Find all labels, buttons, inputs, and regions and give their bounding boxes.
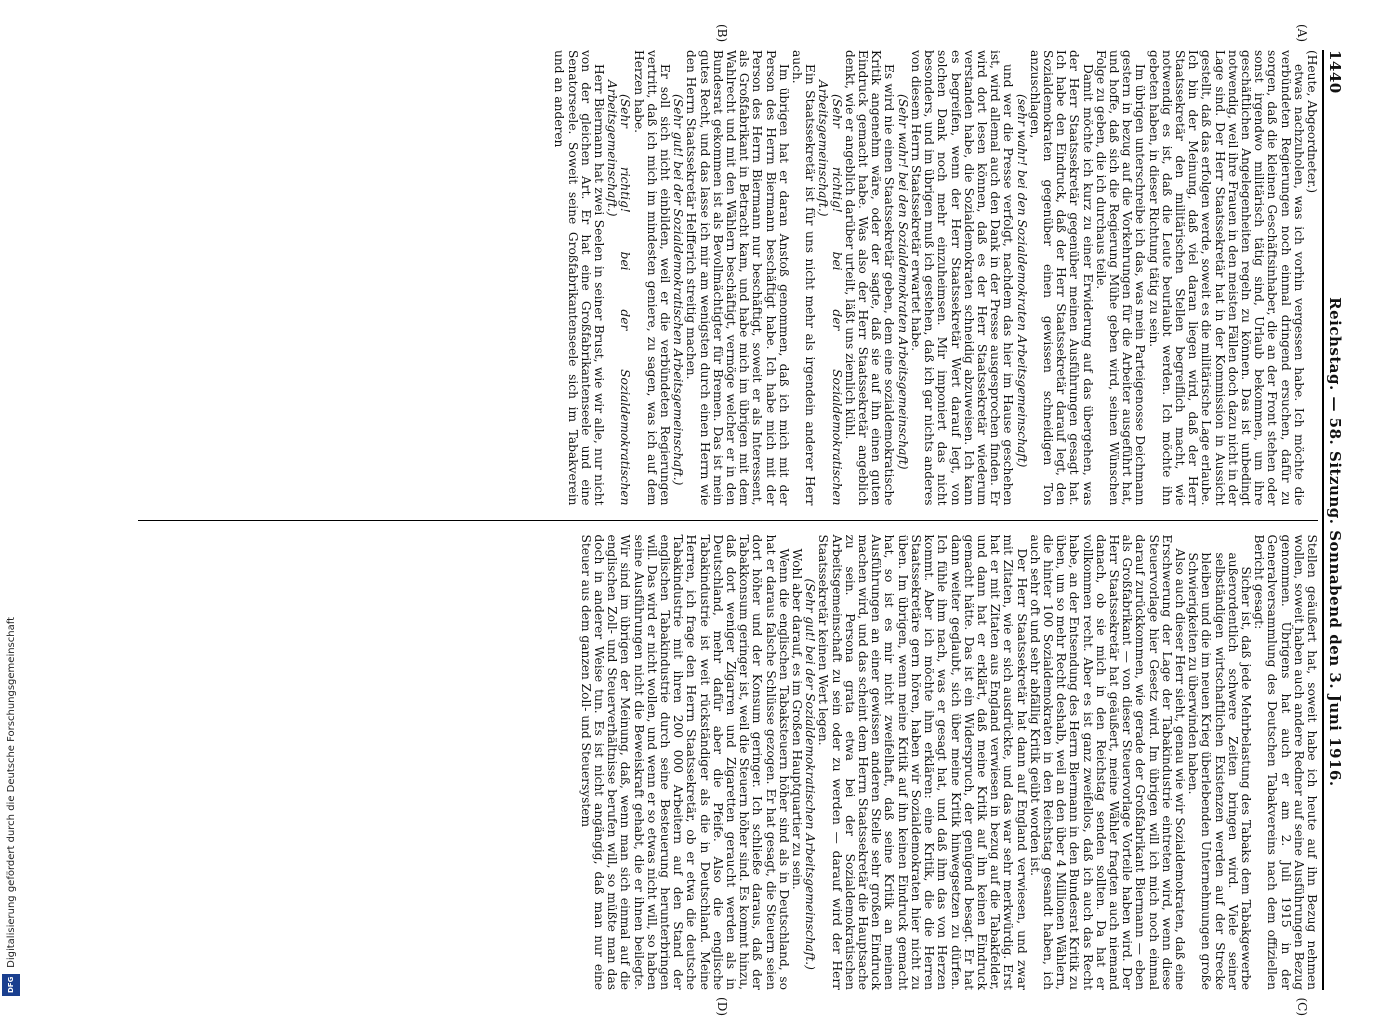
digitization-credit xyxy=(0,0,22,1000)
paragraph: Damit möchte ich kurz zu einer Erwiderung auf das übergehen, was der Herr Staatssekretär gegenüber meinen Ausführungen gesagt hat. Ich habe den Eindruck, daß der Herr Staatssekretär darauf legt, den Sozialdemokraten gegenüber einen gewissen schneidigen Ton anzuschlagen, xyxy=(1027,50,1095,506)
dfg-logo: DFG xyxy=(2,974,20,996)
interjection: (Sehr richtig! bei der Sozialdemokratischen Arbeitsgemeinschaft.) xyxy=(816,80,844,506)
margin-mark-d: (D) xyxy=(715,997,729,1016)
interjection: (sehr wahr! bei den Sozialdemokraten Arbeitsgemeinschaft) xyxy=(1014,94,1029,468)
margin-mark-a: (A) xyxy=(1295,24,1309,43)
paragraph: Stellen geäußert hat, soweit habe ich heute auf ihn Bezug nehmen wollen, soweit haben auch andere Redner auf seine Ausführungen Bezug genommen. Übrigens hat auch er am 2. Juli 1915 in der Generalversammlung des Deutschen Tabakvereins nach dem offiziellen Bericht gesagt: xyxy=(1252,534,1319,990)
paragraph: Ein Staatssekretär ist für uns nicht mehr als irgendein anderer Herr auch. xyxy=(790,50,818,506)
paragraph: Im übrigen hat er daran Anstoß genommen, daß ich mich mit der Person des Herrn Biermann beschäftigt habe. Ich habe mich mit der Person des Herrn Biermann nur beschäftigt, soweit er als Interessent, als Großfabrikant in Betracht kam, und habe mich im übrigen mit dem Wahlrecht und mit den Wählern beschäftigt, vermöge welcher er in den Bundesrat gekommen ist als Bevollmächtigter für Bremen. Das ist mein gutes Recht, und das lasse ich mir am wenigsten durch einen Herrn wie den Herrn Staatssekretär Helfferich streitig machen. xyxy=(684,50,791,506)
paragraph: Wohl aber darauf, es im Großen Hauptquartier zu sein. xyxy=(790,548,805,890)
credit-text: Digitalisierung gefördert durch die Deutsche Forschungsgemeinschaft xyxy=(5,617,17,968)
rotated-page xyxy=(100,24,1350,1016)
paragraph: etwas nachzuholen, was ich vorhin vergessen habe. Ich möchte die verbündeten Regierungen noch einmal dringend ersuchen, dafür zu sorgen, daß die kleinen Geschäftsinhaber, die an der Front stehen oder sonst irgendwo militärisch tätig sind, Urlaub bekommen, um ihre geschäftlichen Angelegenheiten regeln zu können. Das ist unbedingt notwendig, weil ihre Frauen in den meisten Fällen doch dazu nicht in der Lage sind. Der Herr Staatssekretär hat in der Kommission in Aussicht gestellt, daß das erfolgen werde, soweit es die militärische Lage erlaube. Ich bin der Meinung, daß viel daran liegen wird, daß der Herr Staatssekretär den militärischen Stellen begreiflich macht, wie notwendig es ist, daß die Leute beurlaubt werden. Ich möchte ihn gebeten haben, in dieser Richtung tätig zu sein. xyxy=(1146,50,1306,506)
paragraph: Also auch dieser Herr sieht, genau wie wir Sozialdemokraten, daß eine Erschwerung der Lage der Tabakindustrie eintreten wird, wenn diese Steuervorlage hier Gesetz wird. Im übrigen will ich mich noch einmal darauf zurückkommen, wie gerade der Großfabrikant Biermann — eben als Großfabrikant — von dieser Steuervorlage Vorteile haben wird. Der Herr Staatssekretär hat geäußert, meine Wähler fragten auch niemand danach, ob sie mich in den Reichstag senden sollten. Da hat er vollkommen recht. Aber es ist ganz zweifellos, daß ich auch das Recht habe, an der Entsendung des Herrn Biermann in den Bundesrat Kritik zu üben, um so mehr Recht deshalb, weil an den über 4 Millionen Wählern, die hinter 100 Sozialdemokraten in den Reichstag gesandt haben, ich auch sehr oft und sehr abfällig Kritik geübt worden ist. xyxy=(1027,534,1187,990)
paragraph: Herr Biermann hat zwei Seelen in seiner Brust, wie wir alle, nur nicht von der gleichen Art. Er hat eine Großfabrikantenseele und eine Senatorseele. Soweit seine Großfabrikantenseele sich im Tabakverein und an anderen xyxy=(552,50,607,506)
quotation: Sicher ist, daß jede Mehrbelastung des Tabaks dem Tabakgewerbe außerordentlich schwere Zeiten bringen wird. Viele seiner selbständigen wirtschaftlichen Existenzen werden auf der Strecke bleiben und die im neuen Krieg überlebenden Unternehmungen große Schwierigkeiten zu überwinden haben. xyxy=(1186,552,1253,990)
interjection: (Sehr richtig! bei der Sozialdemokratischen Arbeitsgemeinschaft.) xyxy=(605,80,633,506)
interjection: (Sehr gut! bei der Sozialdemokratischen Arbeitsgemeinschaft.) xyxy=(671,94,686,486)
column-divider xyxy=(138,520,1318,521)
paragraph: (Heute, Abgeordneter.) xyxy=(1305,50,1319,194)
interjection: (Sehr gut! bei der Sozialdemokratischen Arbeitsgemeinschaft.) xyxy=(803,578,818,970)
paragraph: Der Herr Staatssekretär hat dann auf England verwiesen, und zwar mit Zitaten, wie er sich ausdrückte, und das war sehr merkwürdig. Erst hat er mit Zitaten aus England verwiesen in bezug auf die Tabakfelder, und dann hat er erklärt, daß meine Kritik auf ihn keinen Eindruck gemacht hätte. Das ist ein Widerspruch, der genügend besagt. Er hat dann weiter geglaubt, sich über meine Kritik hinwegsetzen zu dürfen. Ich fühle ihm nach, was er gesagt hat, und daß ihm das von Herzen kommt. Aber ich möchte ihm erklären: eine Kritik, die die Herren Staatssekretäre gern hören, haben wir Sozialdemokraten hier nicht zu üben. Im übrigen, wenn meine Kritik auf ihn keinen Eindruck gemacht hat, so ist es mir nicht zweifelhaft, daß seine Kritik an meinen Ausführungen an einer gewissen anderen Stelle sehr großen Eindruck machen wird, und das scheint dem Herrn Staatssekretär die Hauptsache zu sein. Persona grata etwa bei der Sozialdemokratischen Arbeitsgemeinschaft zu sein oder zu werden — darauf wird der Herr Staatssekretär keinen Wert legen. xyxy=(816,534,1029,990)
left-column xyxy=(138,24,1319,506)
paragraph: Wenn die englischen Tabaksteuern höher sind als in Deutschland, so hat er daraus falsche Schlüsse gezogen. Er hat gesagt, die Steuern seien dort höher und der Konsum geringer. Ich schließe daraus, daß der Tabakkonsum geringer ist, weil die Steuern höher sind. Es kommt hinzu, daß dort weniger Zigarren und Zigaretten geraucht werden als in Deutschland, mehr dafür aber die Pfeife. Also die englische Tabakindustrie ist weit rückständiger als die in Deutschland. Meine Herren, ich frage den Herrn Staatssekretär, ob er etwa die deutsche Tabakindustrie mit ihren 200 000 Arbeitern auf den Stand der englischen Tabakindustrie durch seine Besteuerung herunterbringen will. Das wird er nicht wollen, und wenn er so etwas nicht will, so haben seine Ausführungen nicht die Beweiskraft gehabt, die er ihnen beilegte. Wir sind im übrigen der Meinung, daß, wenn man sich einmal auf die englischen Zoll- und Steuerverhältnisse berufen will, so müßte man das doch in anderer Weise tun. Es ist nicht angängig, daß man nur eine Steuer aus dem ganzen Zoll- und Steuersystem xyxy=(578,534,791,990)
paragraph: Er soll sich nicht einbilden, weil er die verbündeten Regierungen vertritt, daß ich mich im mindesten geniere, zu sagen, was ich auf dem Herzen habe. xyxy=(631,50,673,506)
page-title: Reichstag. — 58. Sitzung. Sonnabend den 3. Juni 1916. xyxy=(1326,297,1344,787)
margin-mark-c: (C) xyxy=(1295,997,1309,1016)
right-column xyxy=(138,534,1319,1016)
paragraph: Es wird nie einen Staatssekretär geben, dem eine sozialdemokratische Kritik angenehm wäre, oder der sagte, daß sie auf ihn einen guten Eindruck gemacht habe. Was also der Herr Staatssekretär angeblich denkt, wie er angeblich darüber urteilt, läßt uns ziemlich kühl. xyxy=(842,50,897,506)
interjection: (Sehr wahr! bei den Sozialdemokraten Arbeitsgemeinschaft) xyxy=(895,94,910,470)
paragraph: Im übrigen unterschreibe ich das, was mein Parteigenosse Deichmann gestern in bezug auf die Vorkehrungen für die Arbeiter ausgeführt hat, und hoffe, daß sich die Regierung Mühe geben wird, seinen Wünschen Folge zu geben, die ich durchaus teile. xyxy=(1093,50,1148,506)
page-number: 1440 xyxy=(1326,50,1344,94)
margin-mark-b: (B) xyxy=(715,24,729,43)
page-header xyxy=(1322,50,1344,990)
paragraph: und wer die Presse verfolgt, nachdem das hier im Hause geschehen ist, wird allemal auch den Dank in der Presse ausgesprochen finden. Er wird dort lesen können, daß es der Herr Staatssekretär wiederum verstanden habe, die Sozialdemokraten schneidig abzuweisen. Ich kann es begreifen, wenn der Herr Staatssekretär Wert darauf legt, von solchen Dank noch mehr einzuheimsen. Mir imponiert das nicht besonders, und im übrigen muß ich gestehen, daß ich gar nichts anderes von diesem Herrn Staatssekretär erwartet habe. xyxy=(908,50,1016,506)
